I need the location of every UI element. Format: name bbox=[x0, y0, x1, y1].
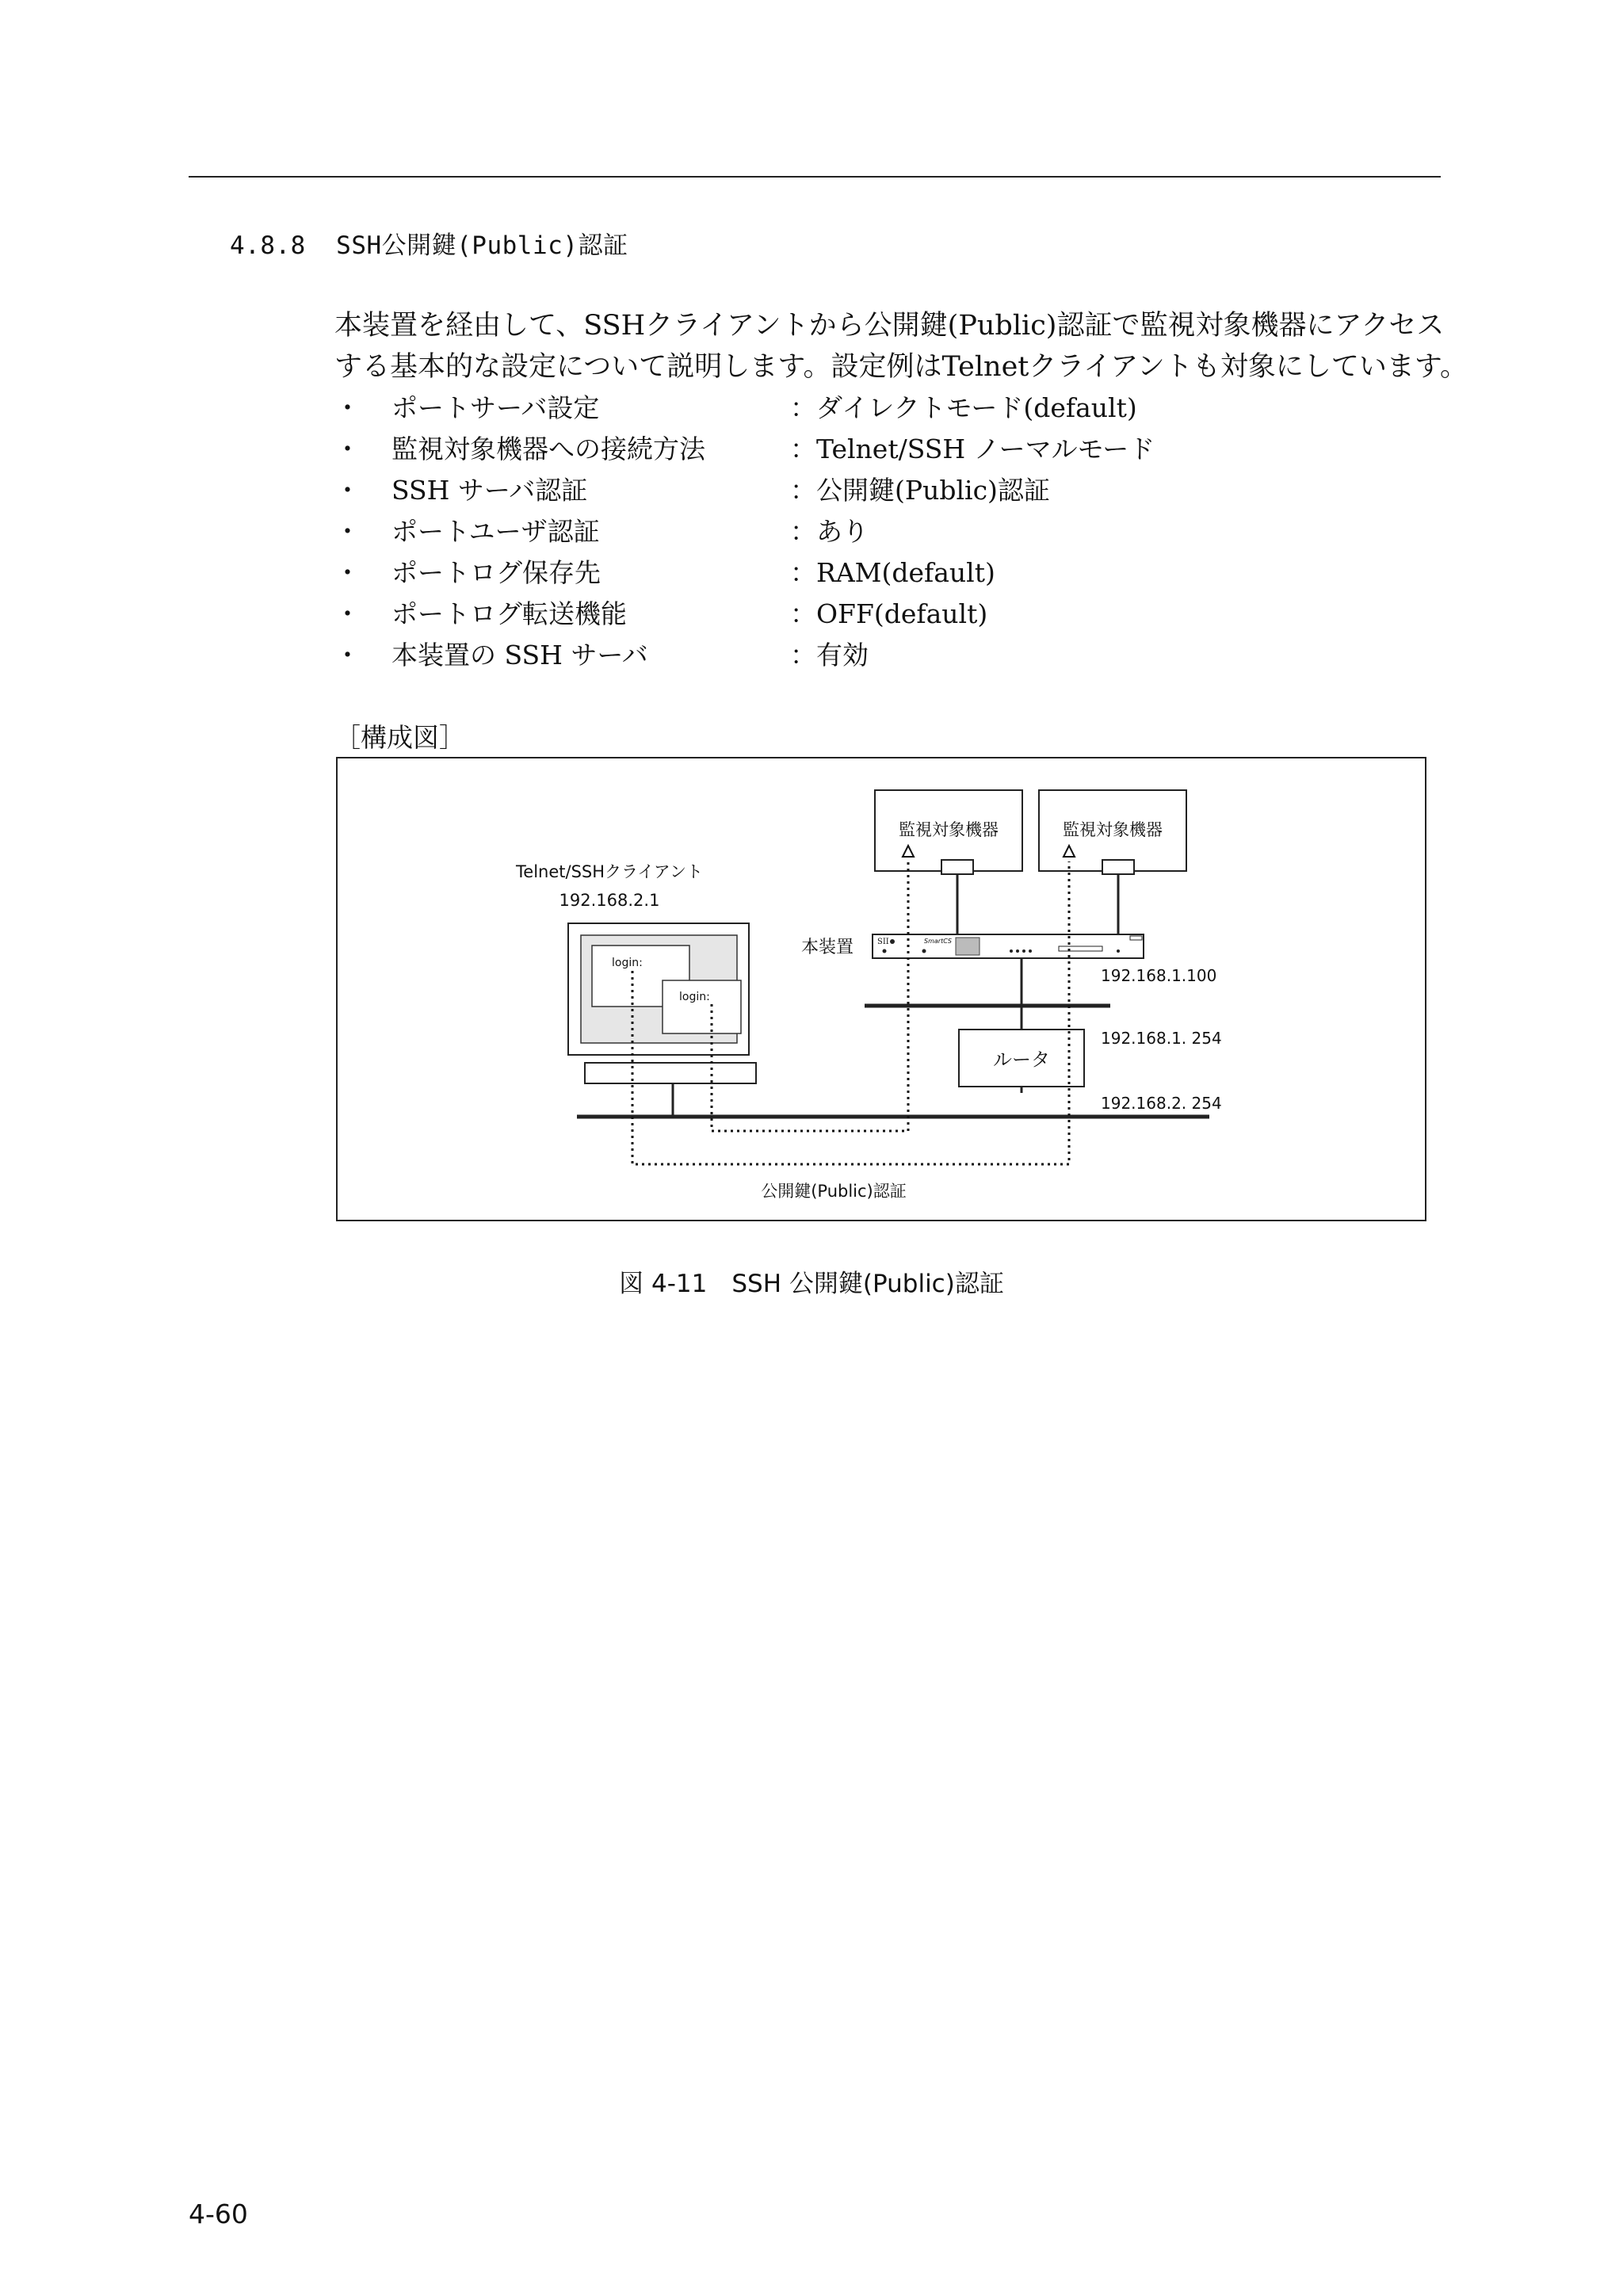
terminal-2-prompt: login: bbox=[679, 991, 710, 1003]
setting-value: ：OFF(default) bbox=[790, 598, 988, 629]
bullet: ・ bbox=[334, 598, 361, 629]
setting-name: ポートログ保存先 bbox=[391, 557, 601, 588]
setting-name: SSH サーバ認証 bbox=[391, 475, 588, 506]
setting-name: ポートログ転送機能 bbox=[391, 598, 627, 629]
setting-name: ポートサーバ設定 bbox=[391, 392, 600, 423]
figure-label: ［構成図］ bbox=[334, 722, 465, 753]
smartcs-device bbox=[873, 934, 1144, 958]
setting-value: ：RAM(default) bbox=[790, 557, 995, 588]
bullet: ・ bbox=[334, 392, 361, 423]
section-title: SSH公開鍵(Public)認証 bbox=[336, 231, 628, 260]
client-ip: 192.168.2.1 bbox=[559, 891, 660, 910]
setting-name: ポートユーザ認証 bbox=[391, 516, 600, 547]
section-number: 4.8.8 bbox=[230, 231, 306, 260]
setting-value: ：有効 bbox=[790, 640, 869, 670]
section-heading bbox=[230, 225, 628, 261]
bullet: ・ bbox=[334, 434, 361, 464]
router-label: ルータ bbox=[993, 1049, 1050, 1071]
device-ip: 192.168.1.100 bbox=[1101, 966, 1217, 985]
terminal-window-2 bbox=[663, 980, 741, 1033]
bullet: ・ bbox=[334, 516, 361, 547]
monitored-device-2-label: 監視対象機器 bbox=[1063, 820, 1163, 839]
router-lan-ip: 192.168.1. 254 bbox=[1101, 1029, 1222, 1048]
port-adapter-1 bbox=[941, 860, 973, 874]
router-wan-ip: 192.168.2. 254 bbox=[1101, 1094, 1222, 1113]
page-number: 4-60 bbox=[189, 2199, 248, 2229]
device-badge: SII bbox=[877, 938, 889, 946]
setting-value: ：公開鍵(Public)認証 bbox=[790, 475, 1050, 506]
monitored-device-1-label: 監視対象機器 bbox=[899, 820, 999, 839]
device-label: 本装置 bbox=[801, 938, 854, 957]
terminal-1-prompt: login: bbox=[612, 957, 643, 969]
device-brand: SmartCS bbox=[924, 938, 953, 945]
bullet: ・ bbox=[334, 557, 361, 588]
header-rule bbox=[189, 176, 1441, 178]
intro-paragraph bbox=[334, 305, 1468, 388]
setting-name: 本装置の SSH サーバ bbox=[391, 640, 648, 670]
setting-value: ：あり bbox=[790, 516, 869, 547]
setting-value: ：Telnet/SSH ノーマルモード bbox=[790, 434, 1155, 464]
intro-line-2: する基本的な設定について説明します。設定例はTelnetクライアントも対象にしています。 bbox=[334, 351, 1468, 383]
setting-name: 監視対象機器への接続方法 bbox=[391, 434, 705, 464]
figure-caption: 図 4-11 SSH 公開鍵(Public)認証 bbox=[619, 1270, 1004, 1298]
bullet: ・ bbox=[334, 640, 361, 670]
client-title: Telnet/SSHクライアント bbox=[516, 862, 703, 881]
network-diagram bbox=[336, 757, 1426, 1221]
diagram-canvas bbox=[338, 758, 1425, 1220]
bullet: ・ bbox=[334, 475, 361, 506]
setting-value: ：ダイレクトモード(default) bbox=[790, 392, 1137, 423]
intro-line-1: 本装置を経由して、SSHクライアントから公開鍵(Public)認証で監視対象機器にアクセス bbox=[334, 310, 1445, 342]
port-adapter-2 bbox=[1102, 860, 1134, 874]
auth-label: 公開鍵(Public)認証 bbox=[761, 1182, 907, 1201]
device-logo-dot bbox=[890, 939, 895, 944]
